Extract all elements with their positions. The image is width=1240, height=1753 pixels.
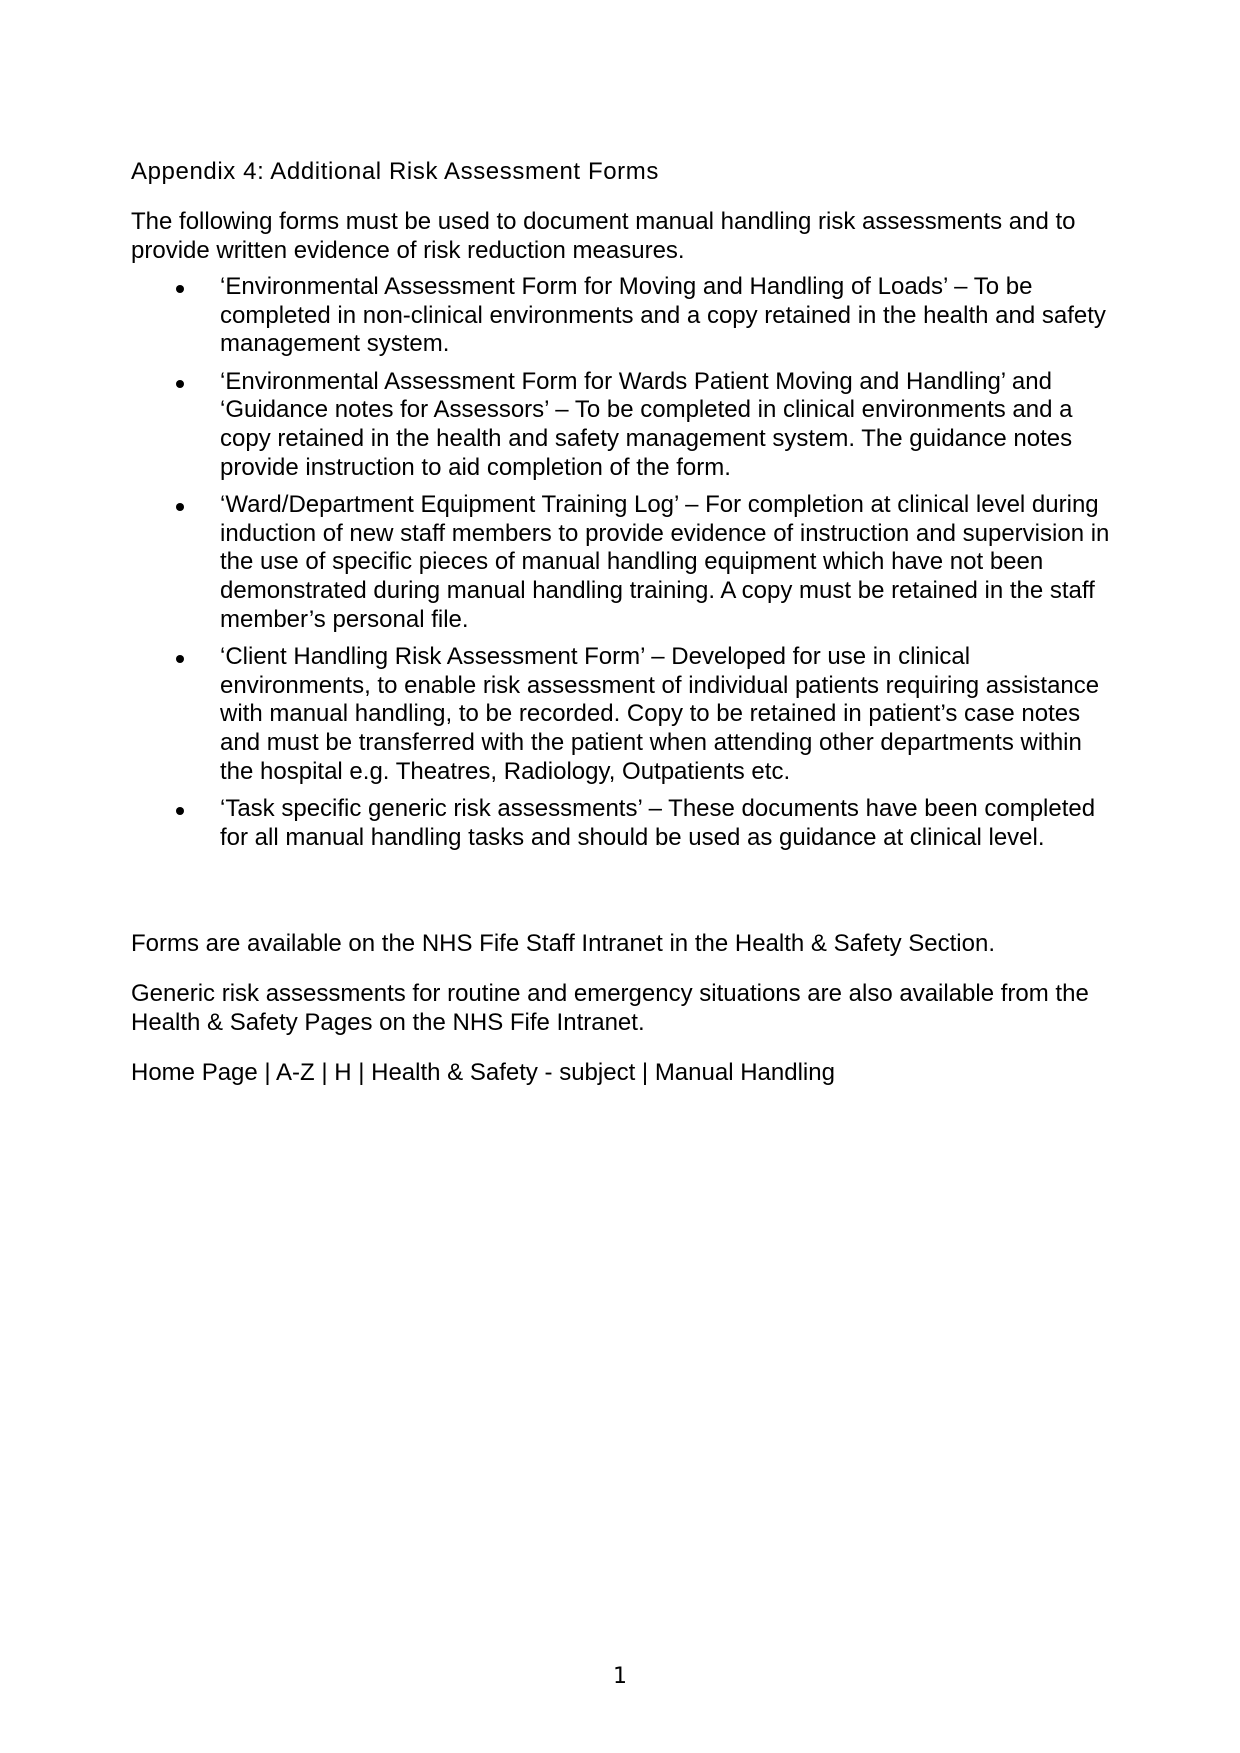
bullet-icon <box>176 380 184 388</box>
list-item <box>131 368 1121 483</box>
list-item <box>131 273 1121 359</box>
list-item-text: ‘Task specific generic risk assessments’ – These documents have been completed for all manual handling tasks and should be used as guidance at clinical level. <box>220 794 1096 851</box>
forms-availability-paragraph: Forms are available on the NHS Fife Staff Intranet in the Health & Safety Section. <box>131 930 995 957</box>
list-item-text: ‘Environmental Assessment Form for Wards Patient Moving and Handling’ and ‘Guidance notes for Assessors’ – To be completed in clinical environments and a copy retained in the health and safety management system. The guidance notes provide instruction to aid completion of the form. <box>220 367 1073 481</box>
list-item-text: ‘Environmental Assessment Form for Moving and Handling of Loads’ – To be completed in non-clinical environments and a copy retained in the health and safety management system. <box>220 273 1106 358</box>
bullet-icon <box>176 655 184 663</box>
appendix-heading: Appendix 4: Additional Risk Assessment Forms <box>131 158 659 185</box>
list-item-text: ‘Ward/Department Equipment Training Log’ – For completion at clinical level during induction of new staff members to provide evidence of instruction and supervision in the use of specific pieces of manual handling equipment which have not been demonstrated during manual handling training. A copy must be retained in the staff member’s personal file. <box>220 490 1110 633</box>
forms-bullet-list <box>131 273 1121 861</box>
intro-paragraph: The following forms must be used to document manual handling risk assessments and to provide written evidence of risk reduction measures. <box>131 208 1076 264</box>
bullet-icon <box>176 503 184 511</box>
list-item-text: ‘Client Handling Risk Assessment Form’ – Developed for use in clinical environments, to enable risk assessment of individual patients requiring assistance with manual handling, to be recorded. Copy to be retained in patient’s case notes and must be transferred with the patient when attending other departments within the hospital e.g. Theatres, Radiology, Outpatients etc. <box>220 642 1100 785</box>
list-item <box>131 491 1121 635</box>
bullet-icon <box>176 807 184 815</box>
list-item <box>131 795 1121 852</box>
intranet-navigation-path: Home Page | A-Z | H | Health & Safety - subject | Manual Handling <box>131 1059 835 1086</box>
bullet-icon <box>176 285 184 293</box>
list-item <box>131 643 1121 787</box>
generic-assessments-paragraph: Generic risk assessments for routine and emergency situations are also available from the Health & Safety Pages on the NHS Fife Intranet. <box>131 980 1089 1036</box>
page-number: 1 <box>613 1664 627 1689</box>
